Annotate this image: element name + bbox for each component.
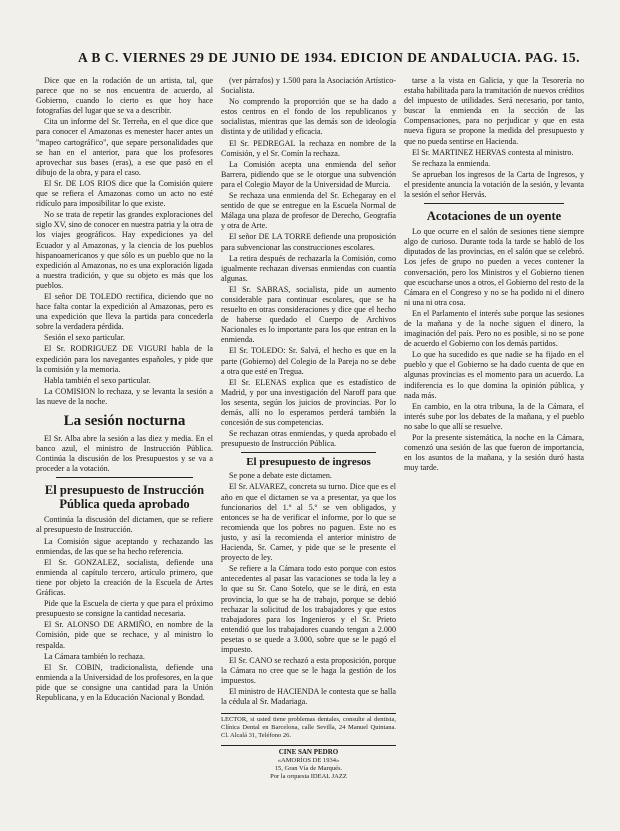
paragraph: El Sr. TOLEDO: Sr. Salvá, el hecho es que en la parte (Gobierno) del Colegio de la Pareja no se debe a otra que esté en Tregua. bbox=[221, 346, 396, 376]
paragraph: No comprendo la proporción que se ha dado a estos centros en el fondo de los republicanos y socialistas, mientras que las demás son de ideología distinta y de utilidad y eficacia. bbox=[221, 97, 396, 137]
paragraph: El Sr. ALONSO DE ARMIÑO, en nombre de la Comisión, pide que se rechace, y al ministro lo respalda. bbox=[36, 620, 213, 650]
cine-title: CINE SAN PEDRO bbox=[278, 747, 339, 756]
divider bbox=[221, 713, 396, 714]
paragraph: El ministro de HACIENDA le contesta que se halla la cédula al Sr. Madariaga. bbox=[221, 687, 396, 707]
paragraph: La Comisión sigue aceptando y rechazando las enmiendas, de las que se ha hecho referencia. bbox=[36, 536, 213, 556]
section-heading-instruccion: El presupuesto de Instrucción Pública queda aprobado bbox=[44, 483, 205, 512]
paragraph: La Cámara también lo rechaza. bbox=[44, 651, 145, 661]
divider bbox=[221, 745, 396, 746]
paragraph: La Comisión acepta una enmienda del señor Barrera, pidiendo que se le otorgue una subvención para el Colegio Mayor de la Universidad de Murcia. bbox=[221, 159, 396, 189]
section-heading-ingresos: El presupuesto de ingresos bbox=[246, 456, 371, 469]
advertisement-lector: LECTOR, si usted tiene problemas dentales, consulte al dentista, Clínica Dental en Barcelona, calle Sevilla, 24 Manuel Quintana. Cl. Alcalá 31, Teléfono 26. bbox=[221, 715, 396, 739]
section-heading-nocturna: La sesión nocturna bbox=[63, 413, 186, 429]
paragraph: Lo que ha sucedido es que nadie se ha fijado en el pueblo y que el Gobierno se ha dado cuenta de que en algunas provincias es el momento para un acuerdo. La indiferencia es lo que domina la opinión pública, y nada más. bbox=[404, 350, 584, 400]
cine-orchestra: Por la orquesta IDEAL JAZZ bbox=[270, 772, 347, 780]
paragraph: Pide que la Escuela de cierta y que para el próximo presupuesto se consigne la cantidad necesaria. bbox=[36, 599, 213, 619]
paragraph: tarse a la vista en Galicia, y que la Tesorería no estaba habilitada para la tramitación de nuevos créditos del impuesto de utilidades. Será necesario, por tanto, buscar la enmienda en la sección de las Compensaciones, para no perjudicar y que en esta nueva figura se propone la medida del presupuesto y que no pueda sentirse en Hacienda. bbox=[404, 76, 584, 146]
paragraph: La retira después de rechazarla la Comisión, como igualmente rechazan diversas enmiendas con cuantía algunas. bbox=[221, 253, 396, 283]
divider bbox=[241, 452, 376, 453]
divider bbox=[56, 477, 193, 478]
paragraph: El Sr. GONZALEZ, socialista, defiende una enmienda al capítulo tercero, artículo primero, que tiene por objeto la creación de la Escuela de Artes Gráficas. bbox=[36, 557, 213, 598]
paragraph: El Sr. CANO se rechazó a esta proposición, porque la Cámara no cree que se le haga la gestión de los impuestos. bbox=[221, 656, 396, 686]
paragraph: Se pone a debate este dictamen. bbox=[229, 471, 332, 481]
cine-line: 15, Gran Vía de Marqués. bbox=[274, 764, 343, 772]
paragraph: Sesión el sexo particular. bbox=[44, 333, 125, 343]
paragraph: El Sr. Alba abre la sesión a las diez y media. En el banco azul, el ministro de Instrucción Pública. Continúa la discusión de los Presupuestos y se va a proceder a la votación. bbox=[36, 434, 213, 474]
paragraph: El señor DE TOLEDO rectifica, diciendo que no hace falta contar la expedición al Amazonas, pero es una expedición que lleva la partida para concederla sobre la verdadera pérdida. bbox=[36, 291, 213, 332]
paragraph: (ver párrafos) y 1.500 para la Asociación Artístico-Socialista. bbox=[221, 76, 396, 96]
paragraph: El Sr. ELENAS explica que es estadístico de Madrid, y por una investigación del Naroff para que los sesenta, según los juicios de provincias. Por lo demás, allí no lo esperamos perderá también la concesión de sus competencias. bbox=[221, 377, 396, 428]
paragraph: Dice que en la rodación de un artista, tal, que parece que no se nos encuentra de acuerdo, al Gobierno, cuando lo cierto es que hoy hace fotografías del lugar que se va a describir. bbox=[36, 76, 213, 116]
paragraph: Lo que ocurre en el salón de sesiones tiene siempre algo de curioso. Durante toda la tarde se habló de los diputados de las provincias, en el salón que se celebró. Los jefes de grupo no pueden a veces contener la conversación, pero los Ministros y el Gobierno tienen que escucharse unos a otros, el Gobierno del resto de la Cámara en el Congreso y no se ha podido ni el dinero ni una ni otra cosa. bbox=[404, 227, 584, 307]
paragraph: Se rechaza la enmienda. bbox=[412, 158, 491, 168]
column-2 bbox=[221, 76, 396, 826]
paragraph: No se trata de repetir las grandes exploraciones del siglo XV, sino de conocer en nuestra patria y la otra de los viajes geográficos. Hay expediciones ya del Ecuador y al Amazonas, y la ciencia de los pueblos hispanoamericanos y que sólo es un pueblo que no la expedición al Amazonas, no es una exploración ligada a nuestra tradición, y que su objeto es más que los pueblos. bbox=[36, 210, 213, 290]
cine-subtitle: «AMORÍOS DE 1934» bbox=[277, 756, 340, 764]
paragraph: El Sr. COBIN, tradicionalista, defiende una enmienda a la Universidad de los profesores, en la que pide que se consigne una cantidad para la Unión Republicana, y en la Educación Nacional y Bondad. bbox=[36, 662, 213, 702]
paragraph: En el Parlamento el interés sube porque las sesiones de la mañana y de la noche siguen el dinero, la imaginación del país. Pero no es posible, si no se pone de acuerdo el Gobierno con los demás partidos. bbox=[404, 308, 584, 349]
paragraph: Se refiere a la Cámara todo esto porque con estos antecedentes al pasar las vacaciones se toda la ley a lo que su Sr. Cano Sotelo, que se le dirá, en esta provincia, lo que se ha de trabajo, porque se debió rechazar la solicitud de los trabajadores y que estos trabajadores para los Ingenieros y el Sr. Prieto entendió que los trabajadores cuando tengan a 2.000 pesetas o se quede a 3.000, sobre que se le pagó el impuesto. bbox=[221, 564, 396, 654]
paragraph: El señor DE LA TORRE defiende una proposición para subvencionar las construcciones escolares. bbox=[221, 232, 396, 252]
paragraph: El Sr. PEDREGAL la rechaza en nombre de la Comisión, y el Sr. Comín la rechaza. bbox=[221, 138, 396, 158]
paragraph: Habla también el sexo particular. bbox=[44, 375, 151, 385]
section-heading-acotaciones: Acotaciones de un oyente bbox=[426, 209, 562, 224]
paragraph: Continúa la discusión del dictamen, que se refiere al presupuesto de Instrucción. bbox=[36, 515, 213, 535]
paragraph: El Sr. ALVAREZ, concreta su turno. Dice que es el año en que el dictamen se va a presentar, ya que los funcionarios del 1.º al 5.º se ven obligados, y entonces se ha de verificar el informe, por lo que se recomienda que los pobres no paguen. Este no es justo, y así la recomienda el anterior ministro de Hacienda, Sr. Carner, y pide que se le presente el proyecto de ley. bbox=[221, 482, 396, 563]
column-3 bbox=[404, 76, 584, 826]
paragraph: La COMISION lo rechaza, y se levanta la sesión a las nueve de la noche. bbox=[36, 386, 213, 406]
advertisement-cine bbox=[221, 748, 396, 781]
paragraph: Se rechaza una enmienda del Sr. Echegaray en el sentido de que se entregue en la Escuela Normal de Málaga una plaza de profesor de Derecho, Geografía y otra de Arte. bbox=[221, 191, 396, 231]
paragraph: El Sr. RODRIGUEZ DE VIGURI habla de la expedición para los navegantes españoles, y pide que la comisión y la memoria. bbox=[36, 344, 213, 374]
divider bbox=[424, 203, 564, 204]
paragraph: El Sr. DE LOS RIOS dice que la Comisión quiere que se refiera el Amazonas como un acto no esté ridículo para imposibilitar lo que existe. bbox=[36, 178, 213, 209]
paragraph: El Sr. MARTINEZ HERVAS contesta al ministro. bbox=[412, 147, 574, 157]
column-1 bbox=[36, 76, 213, 826]
paragraph: Cita un informe del Sr. Terreña, en el que dice que para conocer el Amazonas es menester hacer antes un "mapeo cartográfico", que separe personalidades que se han en el anterior, para que los profesores aprovechar sus bases (eras), a ese que pasó en el dibujo de la obra, y para el caso. bbox=[36, 117, 213, 177]
page-header: A B C. VIERNES 29 DE JUNIO DE 1934. EDICION DE ANDALUCIA. PAG. 15. bbox=[78, 50, 581, 65]
paragraph: Se rechazan otras enmiendas, y queda aprobado el presupuesto de Instrucción Pública. bbox=[221, 429, 396, 449]
paragraph: En cambio, en la otra tribuna, la de la Cámara, el interés sube por los debates de la mañana, y el pueblo no sabe lo que allí se resuelve. bbox=[404, 401, 584, 431]
paragraph: Se aprueban los ingresos de la Carta de Ingresos, y el presidente anuncia la votación de la sesión, y levanta la sesión el señor Hervás. bbox=[404, 169, 584, 200]
paragraph: El Sr. SABRAS, socialista, pide un aumento considerable para continuar escolares, que se ha resuelto en otras consideraciones y dice que el hecho de haberse quedado el Cuerpo de Archivos Nacionales es lo importante para los que entran en la enmienda. bbox=[221, 284, 396, 345]
paragraph: Por la presente sistemática, la noche en la Cámara, comenzó una sesión de las que fueron de importancia, en los asuntos de la mañana, y la sesión duró hasta muy tarde. bbox=[404, 433, 584, 473]
